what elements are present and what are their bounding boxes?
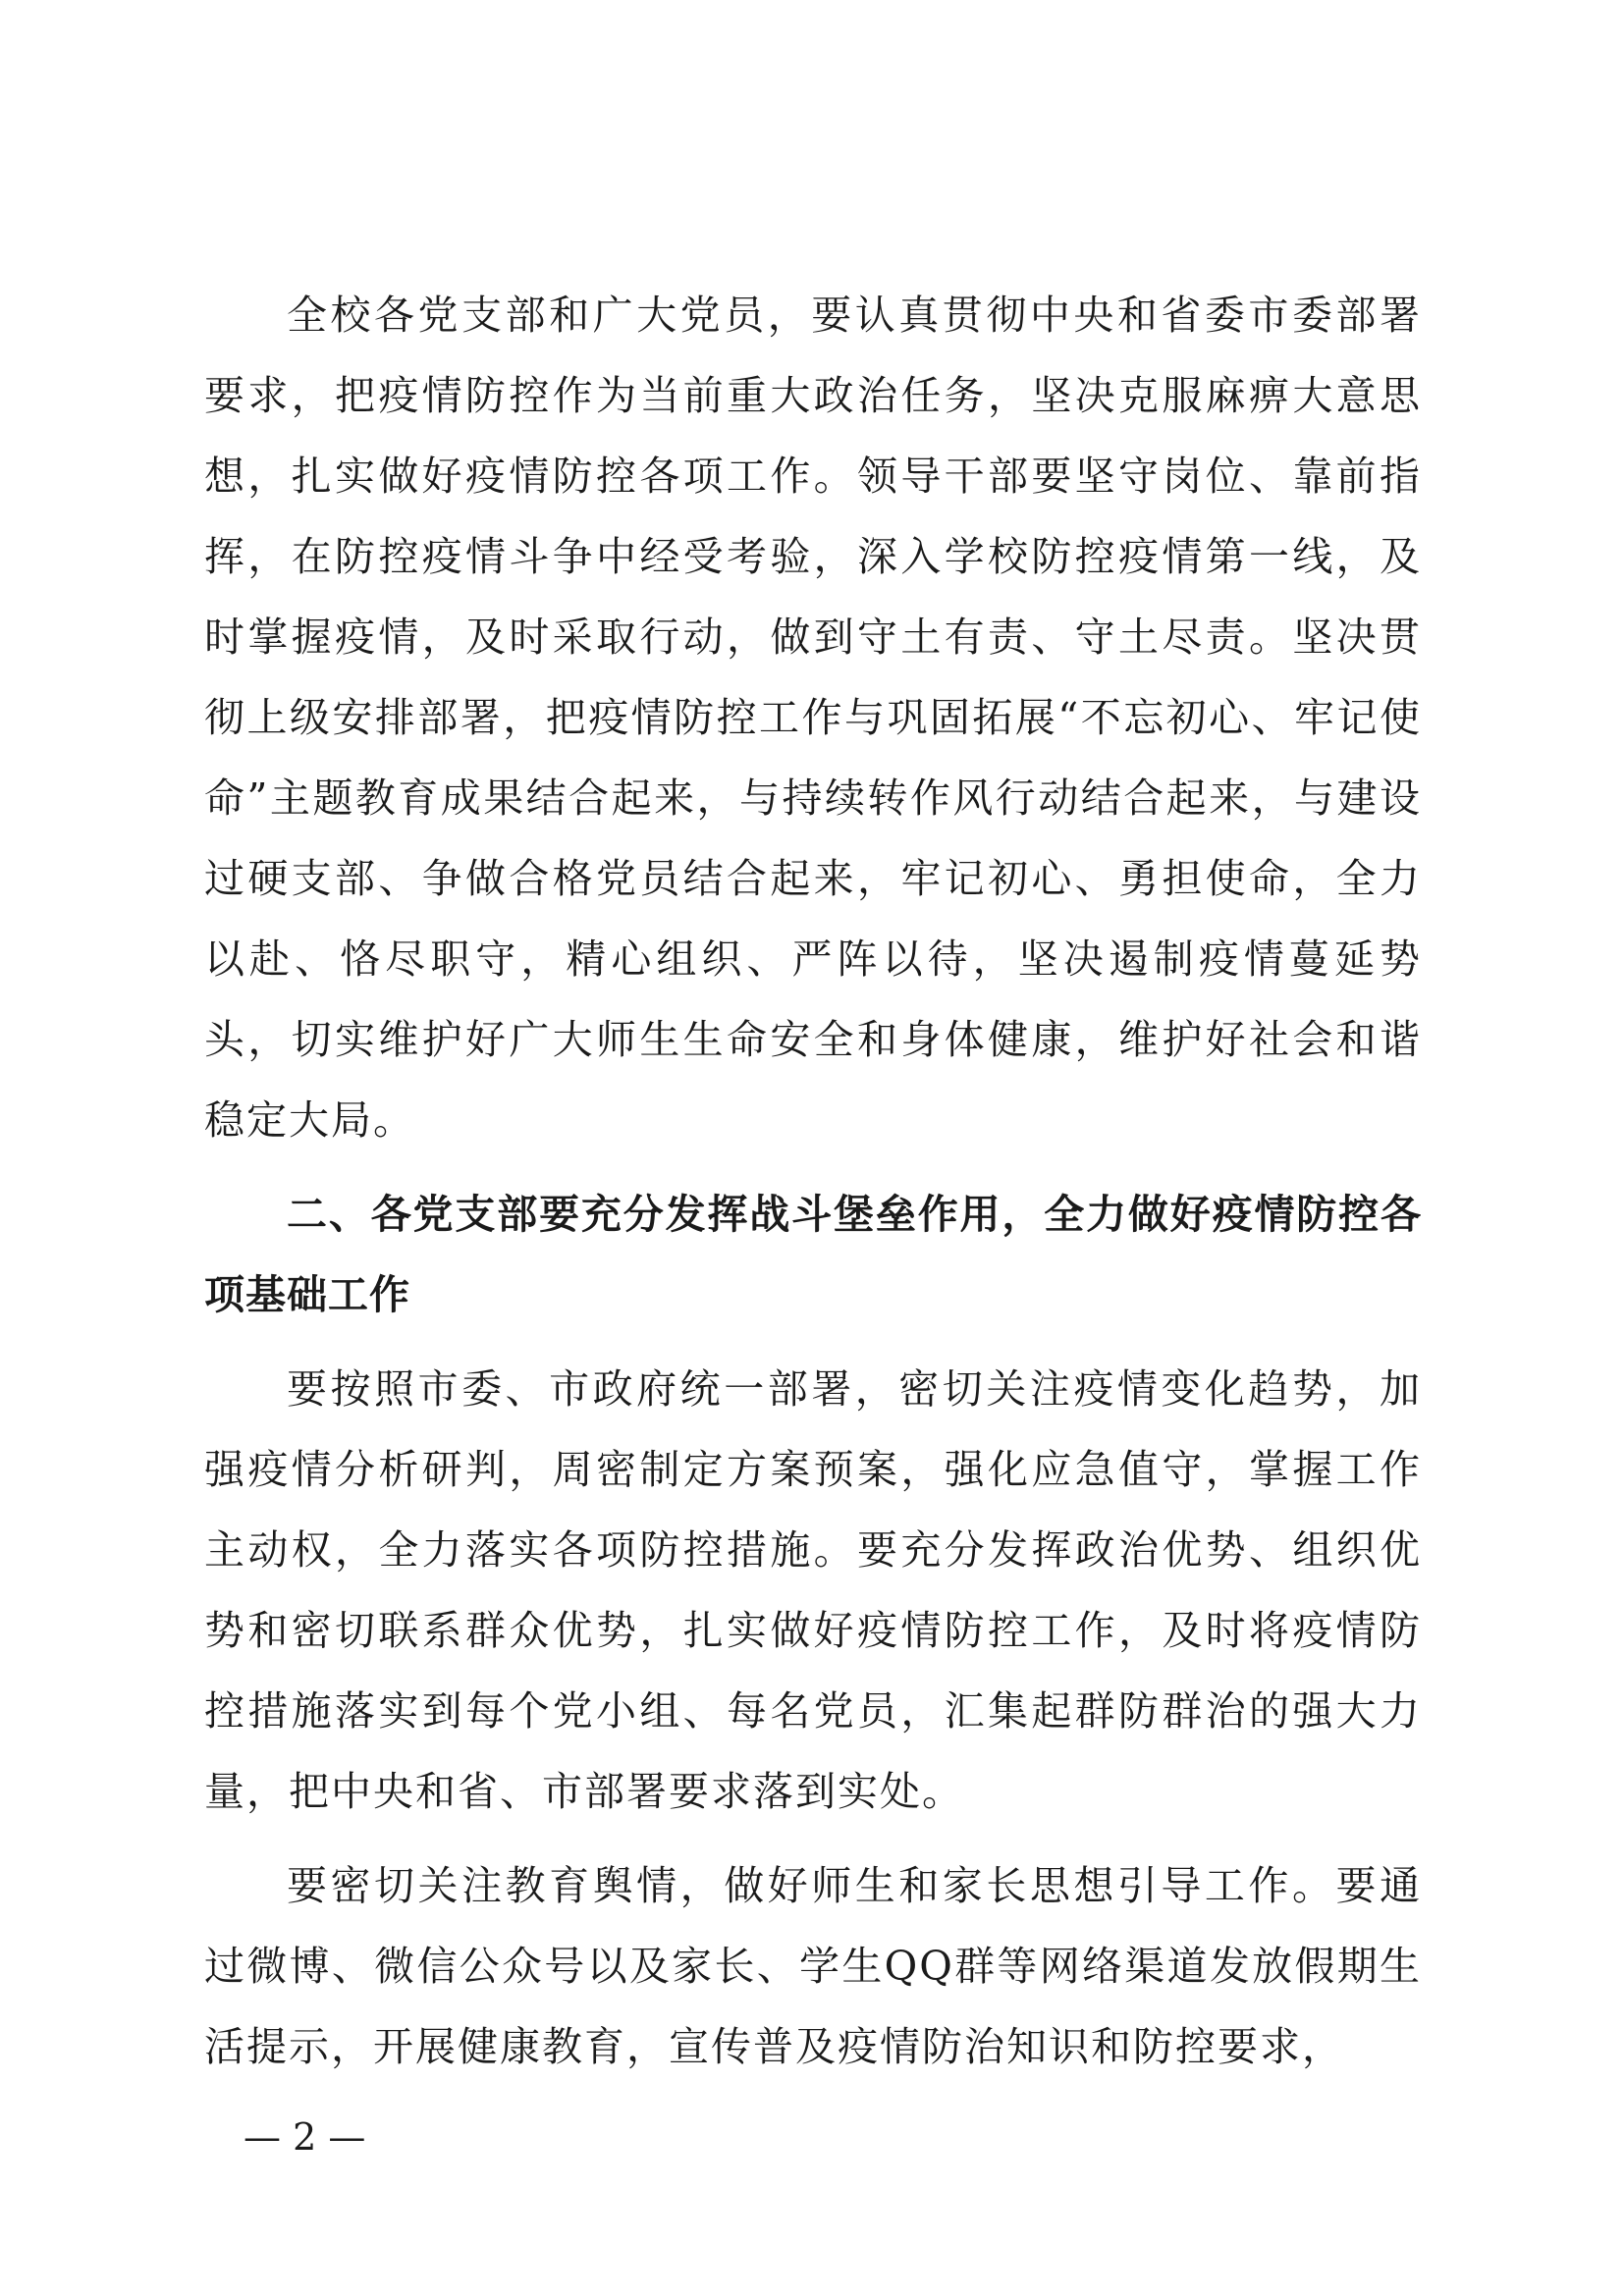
paragraph-party-members: 全校各党支部和广大党员，要认真贯彻中央和省委市委部署要求，把疫情防控作为当前重大政治任务，坚决克服麻痹大意思想，扎实做好疫情防控各项工作。领导干部要坚守岗位、靠前指挥，在防控疫情斗争中经受考验，深入学校防控疫情第一线，及时掌握疫情，及时采取行动，做到守土有责、守土尽责。坚决贯彻上级安排部署，把疫情防控工作与巩固拓展“不忘初心、牢记使命”主题教育成果结合起来，与持续转作风行动结合起来，与建设过硬支部、争做合格党员结合起来，牢记初心、勇担使命，全力以赴、恪尽职守，精心组织、严阵以待，坚决遏制疫情蔓延势头，切实维护好广大师生生命安全和身体健康，维护好社会和谐稳定大局。	[204, 292, 1422, 1144]
page-number: — 2 —	[244, 2115, 366, 2159]
paragraph-deployment: 要按照市委、市政府统一部署，密切关注疫情变化趋势，加强疫情分析研判，周密制定方案预案，强化应急值守，掌握工作主动权，全力落实各项防控措施。要充分发挥政治优势、组织优势和密切联系群众优势，扎实做好疫情防控工作，及时将疫情防控措施落实到每个党小组、每名党员，汇集起群防群治的强大力量，把中央和省、市部署要求落到实处。	[204, 1365, 1422, 1815]
paragraph-spacer	[204, 1335, 1422, 1349]
paragraph-public-opinion: 要密切关注教育舆情，做好师生和家长思想引导工作。要通过微博、微信公众号以及家长、学生QQ群等网络渠道发放假期生活提示，开展健康教育，宣传普及疫情防治知识和防控要求，	[204, 1862, 1422, 2070]
document-body	[204, 275, 1422, 2087]
paragraph-spacer	[204, 1832, 1422, 1845]
section-heading: 二、各党支部要充分发挥战斗堡垒作用，全力做好疫情防控各项基础工作	[204, 1191, 1422, 1318]
paragraph-spacer	[204, 1160, 1422, 1174]
